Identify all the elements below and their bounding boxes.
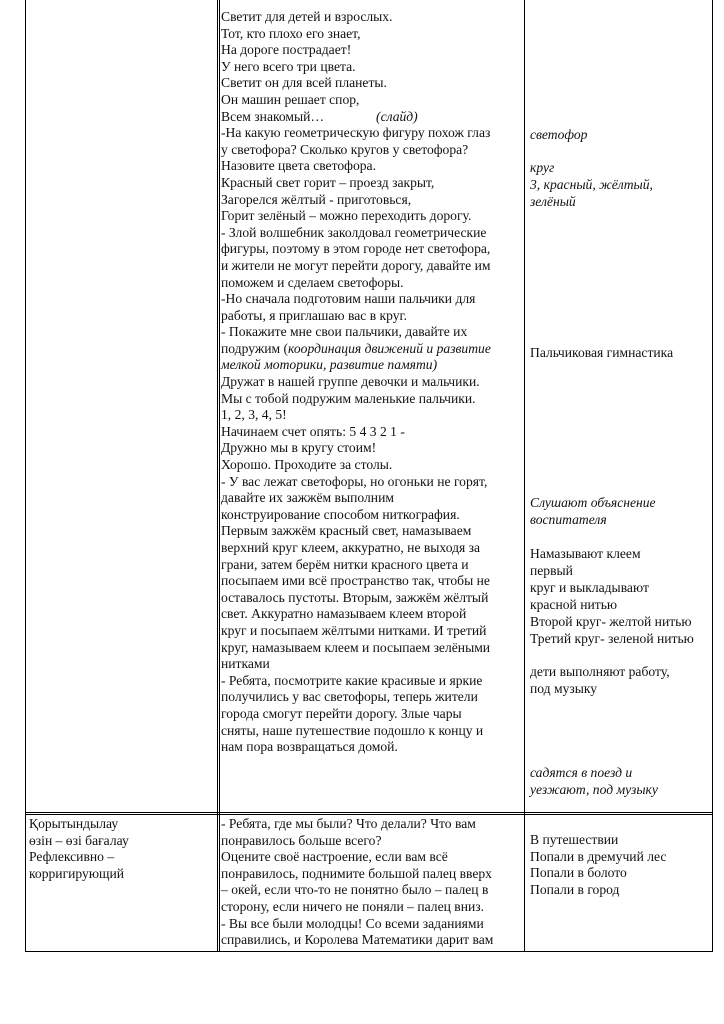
activity-item: 3, красный, жёлтый, [530, 177, 653, 192]
script-line [221, 208, 521, 225]
script-text: конструирование способом ниткография. [221, 506, 460, 522]
children-activity-cell [530, 0, 712, 812]
script-text: сняты, наше путешествие подошло к концу и [221, 722, 484, 738]
script-line [221, 26, 521, 43]
script-line [221, 59, 521, 76]
script-line [221, 723, 521, 740]
script-text: Светит для детей и взрослых. [221, 9, 393, 24]
script-text: круг и посыпаем жёлтыми нитками. И третий [221, 622, 487, 638]
table-divider-2 [524, 0, 525, 952]
script-text: Всем знакомый… [221, 108, 325, 124]
script-line [221, 357, 521, 374]
script-line [221, 424, 521, 441]
activity-item: зелёный [530, 194, 576, 209]
script-text: круг, намазываем клеем и посыпаем зелёными [221, 639, 491, 655]
script-text: -Но сначала подготовим наши пальчики для [221, 291, 476, 307]
answer-line: Попали в болото [530, 865, 627, 881]
script-italic-note: (слайд) [376, 108, 418, 124]
activity-item: садятся в поезд и [530, 765, 633, 780]
script-text: - Злой волшебник заколдовал геометрические [221, 224, 487, 240]
activity-item: Намазывают клеем [530, 546, 641, 561]
table-border-right [712, 0, 713, 952]
script-italic-note: координация движений и развитие [288, 340, 491, 356]
script-line [221, 540, 521, 557]
script-line [221, 457, 521, 474]
script-text: давайте их зажжём выполним [221, 490, 394, 506]
script-line [221, 689, 521, 706]
script-line [221, 640, 521, 657]
stage-line: Рефлексивно – [29, 849, 115, 865]
script-text: поможем и сделаем светофоры. [221, 274, 404, 290]
script-text: верхний круг клеем, аккуратно, не выходя за [221, 540, 481, 555]
script-line [221, 523, 521, 540]
script-line [221, 739, 521, 756]
script-text: Дружат в нашей группе девочки и мальчики. [221, 374, 480, 390]
script-line [221, 324, 521, 341]
activity-item: Третий круг- зеленой нитью [530, 631, 694, 646]
stage-name-cell [29, 816, 215, 882]
script-line [221, 192, 521, 209]
activity-item: круг и выкладывают [530, 580, 649, 595]
script-text: работы, я приглашаю вас в круг. [221, 307, 407, 323]
script-line [221, 275, 521, 292]
answer-line: Попали в дремучий лес [530, 848, 667, 864]
script-line: понравилось, поднимите большой палец вверх [221, 865, 492, 881]
activity-item: Слушают объяснение [530, 495, 656, 510]
table-divider-1b [219, 0, 220, 952]
script-text: подружим ( [221, 340, 289, 356]
script-text: Дружно мы в кругу стоим! [221, 440, 377, 456]
script-text: У него всего три цвета. [221, 58, 356, 74]
script-line [221, 9, 521, 26]
script-line [221, 175, 521, 192]
script-line [221, 225, 521, 242]
script-line: понравилось больше всего? [221, 832, 382, 848]
row-separator-b [25, 814, 713, 815]
table-border-left [25, 0, 26, 952]
script-line [221, 125, 521, 142]
script-text: Светит он для всей планеты. [221, 75, 387, 91]
activity-item: круг [530, 160, 555, 175]
script-text: нам пора возвращаться домой. [221, 739, 398, 755]
reflection-answers-cell [530, 832, 712, 898]
script-line [221, 623, 521, 640]
script-text: Первым зажжём красный свет, намазываем [221, 523, 472, 539]
script-text: города смогут перейти дорогу. Злые чары [221, 705, 462, 721]
table-divider-1 [217, 0, 218, 952]
script-line: сторону, если ничего не поняли – палец вниз. [221, 898, 485, 914]
script-line [221, 341, 521, 358]
script-text: -На какую геометрическую фигуру похож глаз [221, 125, 491, 141]
script-text: - У вас лежат светофоры, но огоньки не горят, [221, 473, 488, 489]
script-text: Тот, кто плохо его знает, [221, 25, 361, 41]
stage-line: өзін – өзі бағалау [29, 832, 129, 848]
script-line [221, 407, 521, 424]
script-line [221, 258, 521, 275]
script-text: и жители не могут перейти дорогу, давайте им [221, 257, 491, 273]
script-line [221, 507, 521, 524]
activity-item: дети выполняют работу, [530, 664, 670, 679]
script-text: оставалось пустоты. Вторым, зажжём жёлтый [221, 589, 489, 605]
script-line: – окей, если что-то не понятно было – палец в [221, 882, 489, 898]
script-line [221, 673, 521, 690]
script-text: Он машин решает спор, [221, 91, 360, 107]
script-text: Горит зелёный – можно переходить дорогу. [221, 208, 472, 224]
row-separator [25, 812, 713, 813]
script-line [221, 590, 521, 607]
script-text: свет. Аккуратно намазываем клеем второй [221, 606, 467, 622]
script-line [221, 241, 521, 258]
script-line [221, 490, 521, 507]
script-italic-note: мелкой моторики, развитие памяти) [221, 357, 438, 373]
lesson-script-cell [221, 9, 521, 756]
script-line [221, 42, 521, 59]
activity-item: первый [530, 563, 573, 578]
activity-item: под музыку [530, 681, 598, 696]
script-text: посыпаем ими всё пространство так, чтобы не [221, 573, 490, 589]
script-text: На дороге пострадает! [221, 42, 352, 58]
script-text: нитками [221, 656, 270, 672]
activity-item: светофор [530, 127, 588, 142]
activity-item: воспитателя [530, 512, 607, 527]
stage-line: корригирующий [29, 865, 125, 881]
script-line [221, 92, 521, 109]
activity-item: уезжают, под музыку [530, 782, 658, 797]
script-line [221, 573, 521, 590]
script-line [221, 391, 521, 408]
script-line [221, 706, 521, 723]
script-text: у светофора? Сколько кругов у светофора? [221, 141, 469, 157]
stage-line: Қорытындылау [29, 816, 119, 831]
script-line: - Ребята, где мы были? Что делали? Что вам [221, 816, 476, 831]
script-line [221, 142, 521, 159]
script-text: Хорошо. Проходите за столы. [221, 457, 393, 473]
script-text: Мы с тобой подружим маленькие пальчики. [221, 390, 476, 406]
script-line [221, 308, 521, 325]
table-border-bottom [25, 951, 713, 952]
script-line [221, 374, 521, 391]
script-line: Оцените своё настроение, если вам всё [221, 849, 448, 865]
script-text: Назовите цвета светофора. [221, 158, 376, 174]
script-line [221, 606, 521, 623]
activity-item: красной нитью [530, 597, 618, 612]
script-text: - Покажите мне свои пальчики, давайте их [221, 324, 468, 340]
script-text: Начинаем счет опять: 5 4 3 2 1 - [221, 423, 405, 439]
script-line [221, 158, 521, 175]
answer-line: В путешествии [530, 832, 619, 847]
script-line [221, 557, 521, 574]
script-line [221, 291, 521, 308]
script-line [221, 474, 521, 491]
script-line [221, 109, 521, 126]
activity-item: Пальчиковая гимнастика [530, 345, 674, 360]
script-text: грани, затем берём нитки красного цвета и [221, 556, 469, 572]
script-text: Красный свет горит – проезд закрыт, [221, 174, 435, 190]
activity-item: Второй круг- желтой нитью [530, 614, 692, 629]
script-text: получились у вас светофоры, теперь жители [221, 689, 478, 705]
script-text: 1, 2, 3, 4, 5! [221, 407, 287, 423]
script-text: - Ребята, посмотрите какие красивые и яркие [221, 672, 483, 688]
reflection-script-cell [221, 816, 521, 949]
script-line: - Вы все были молодцы! Со всеми заданиями [221, 915, 484, 931]
script-line [221, 656, 521, 673]
answer-line: Попали в город [530, 881, 620, 897]
script-text: фигуры, поэтому в этом городе нет светофора, [221, 241, 491, 257]
script-text: Загорелся жёлтый - приготовься, [221, 191, 412, 207]
script-line: справились, и Королева Математики дарит вам [221, 932, 494, 948]
script-line [221, 440, 521, 457]
script-line [221, 75, 521, 92]
